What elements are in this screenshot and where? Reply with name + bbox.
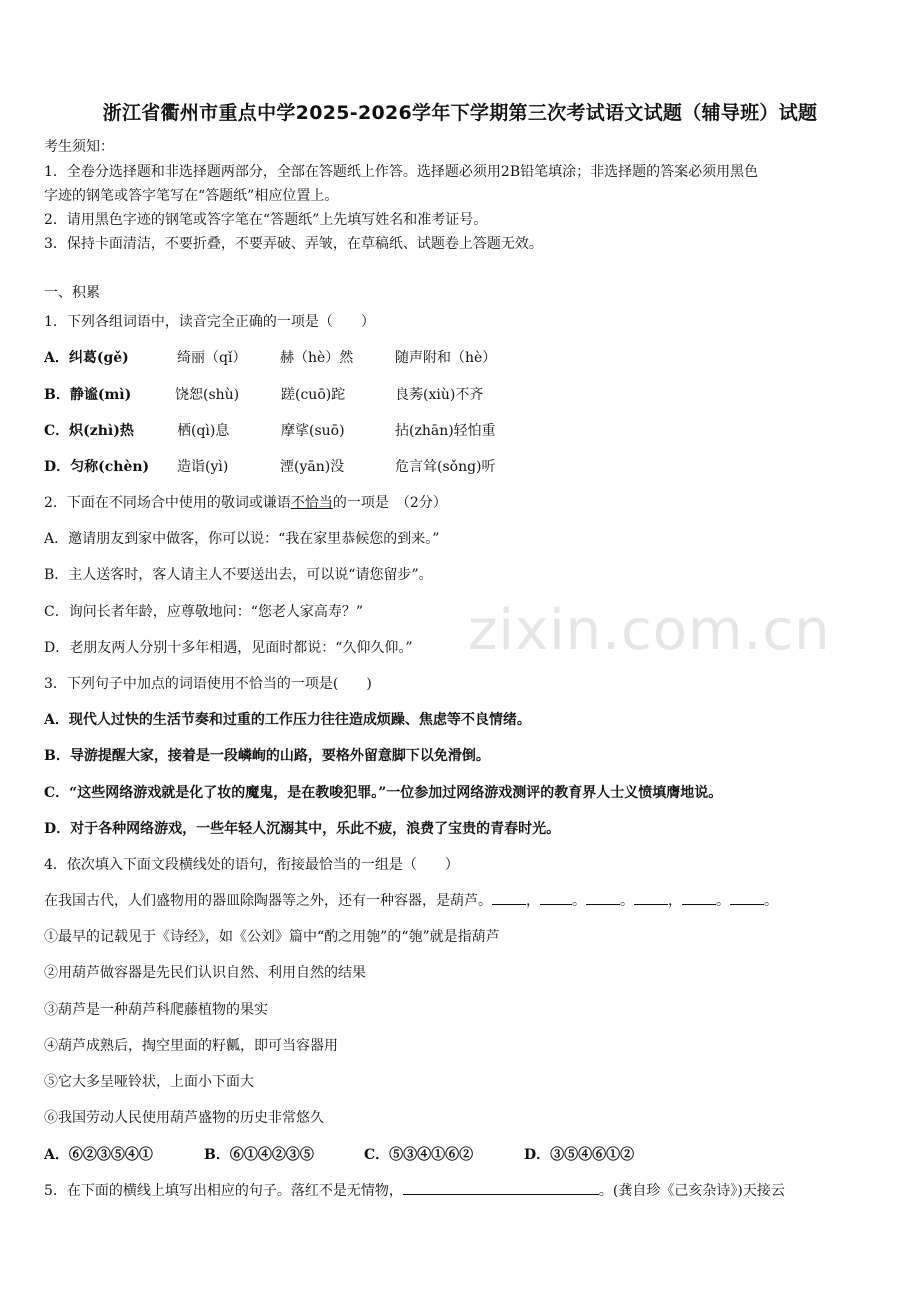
q1-option-c-3: 摩挲(suō)	[281, 423, 345, 439]
q2-option-d: D．老朋友两人分别十多年相遇，见面时都说：“久仰久仰。”	[44, 640, 413, 656]
answer-blank	[403, 1180, 599, 1195]
answer-blank	[540, 890, 572, 905]
watermark: zixin.com.cn	[468, 598, 831, 663]
q4-option-d: D．③⑤④⑥①②	[524, 1147, 635, 1163]
q1-option-d-2: 造诣(yì)	[177, 459, 229, 475]
q1-option-a-2: 绮丽（qǐ）	[177, 350, 247, 366]
q4-sentence-4: ④葫芦成熟后，掏空里面的籽瓤，即可当容器用	[44, 1038, 338, 1054]
q1-option-b-3: 蹉(cuō)跎	[281, 387, 346, 403]
q3-option-a: A．现代人过快的生活节奏和过重的工作压力往往造成烦躁、焦虑等不良情绪。	[44, 712, 531, 728]
q2-option-b: B．主人送客时，客人请主人不要送出去，可以说“请您留步”。	[44, 567, 433, 583]
q4-sentence-1: ①最早的记载见于《诗经》，如《公刘》篇中“酌之用匏”的“匏”就是指葫芦	[44, 929, 500, 945]
q4-passage-text: 在我国古代，人们盛物用的器皿除陶器等之外，还有一种容器，是葫芦。	[44, 893, 492, 909]
q4-sentence-5: ⑤它大多呈哑铃状，上面小下面大	[44, 1074, 254, 1090]
q4-option-b: B．⑥①④②③⑤	[204, 1147, 314, 1163]
section-heading: 一、积累	[44, 285, 100, 301]
q1-option-a-4: 随声附和（hè）	[395, 350, 497, 366]
notice-item-3: 3．保持卡面清洁，不要折叠，不要弄破、弄皱，在草稿纸、试题卷上答题无效。	[44, 236, 543, 252]
q1-option-a-1: A．纠葛(gě)	[44, 350, 129, 366]
q2-stem-underlined: 不恰当	[290, 495, 333, 511]
notice-item-2: 2．请用黑色字迹的钢笔或答字笔在“答题纸”上先填写姓名和准考证号。	[44, 212, 488, 228]
q3-option-b: B．导游提醒大家，接着是一段嶙峋的山路，要格外留意脚下以免滑倒。	[44, 748, 490, 764]
q1-option-b-4: 良莠(xiù)不齐	[395, 387, 484, 403]
question-3-stem: 3．下列句子中加点的词语使用不恰当的一项是( )	[44, 676, 372, 692]
q5-stem-suffix: 。(龚自珍《己亥杂诗》)天接云	[598, 1183, 785, 1199]
q1-option-a-3: 赫（hè）然	[280, 350, 354, 366]
q2-option-c: C．询问长者年龄，应尊敬地问：“您老人家高寿？”	[44, 604, 364, 620]
notice-heading: 考生须知：	[44, 139, 114, 155]
q4-sentence-3: ③葫芦是一种葫芦科爬藤植物的果实	[44, 1002, 268, 1018]
q5-stem-prefix: 5．在下面的横线上填写出相应的句子。落红不是无情物，	[44, 1183, 403, 1199]
q1-option-c-4: 拈(zhān)轻怕重	[395, 423, 496, 439]
answer-blank	[634, 890, 668, 905]
q1-option-d-1: D．匀称(chèn)	[44, 459, 150, 475]
q1-option-c-2: 栖(qì)息	[177, 423, 230, 439]
answer-blank	[492, 890, 526, 905]
q2-option-a: A．邀请朋友到家中做客，你可以说：“我在家里恭候您的到来。”	[44, 531, 440, 547]
question-5-stem	[44, 1180, 785, 1202]
q1-option-d-4: 危言耸(sǒng)听	[395, 459, 496, 475]
q1-option-c-1: C．炽(zhì)热	[44, 423, 134, 439]
q3-option-c: C．“这些网络游戏就是化了妆的魔鬼，是在教唆犯罪。”一位参加过网络游戏测评的教育界人士义愤填膺地说。	[44, 785, 723, 801]
q4-sentence-6: ⑥我国劳动人民使用葫芦盛物的历史非常悠久	[44, 1110, 324, 1126]
q3-option-d: D．对于各种网络游戏，一些年轻人沉溺其中，乐此不疲，浪费了宝贵的青春时光。	[44, 821, 561, 837]
notice-item-1-line-2: 字迹的钢笔或答字笔写在“答题纸”相应位置上。	[44, 188, 339, 204]
answer-blank	[730, 890, 764, 905]
q4-option-a: A．⑥②③⑤④①	[44, 1147, 153, 1163]
q1-option-b-1: B．静谧(mì)	[44, 387, 132, 403]
q4-passage: 在我国古代，人们盛物用的器皿除陶器等之外，还有一种容器，是葫芦。 ， 。 。 ， 。 。	[44, 890, 778, 912]
question-1-stem: 1．下列各组词语中，读音完全正确的一项是（ ）	[44, 314, 375, 330]
q4-option-c: C．⑤③④①⑥②	[364, 1147, 474, 1163]
question-2-stem	[44, 492, 447, 514]
page-title: 浙江省衢州市重点中学2025-2026学年下学期第三次考试语文试题（辅导班）试题	[102, 102, 818, 124]
q2-stem-prefix: 2．下面在不同场合中使用的敬词或谦语	[44, 495, 291, 511]
answer-blank	[682, 890, 716, 905]
answer-blank	[586, 890, 620, 905]
q1-option-d-3: 湮(yān)没	[280, 459, 345, 475]
notice-item-1-line-1: 1．全卷分选择题和非选择题两部分，全部在答题纸上作答。选择题必须用2B铅笔填涂；非选择题的答案必须用黑色	[44, 164, 759, 180]
q4-sentence-2: ②用葫芦做容器是先民们认识自然、利用自然的结果	[44, 965, 366, 981]
q1-option-b-2: 饶恕(shù)	[175, 387, 240, 403]
q2-stem-suffix: 的一项是 （2分）	[332, 495, 447, 511]
question-4-stem: 4．依次填入下面文段横线处的语句，衔接最恰当的一组是（ ）	[44, 857, 459, 873]
